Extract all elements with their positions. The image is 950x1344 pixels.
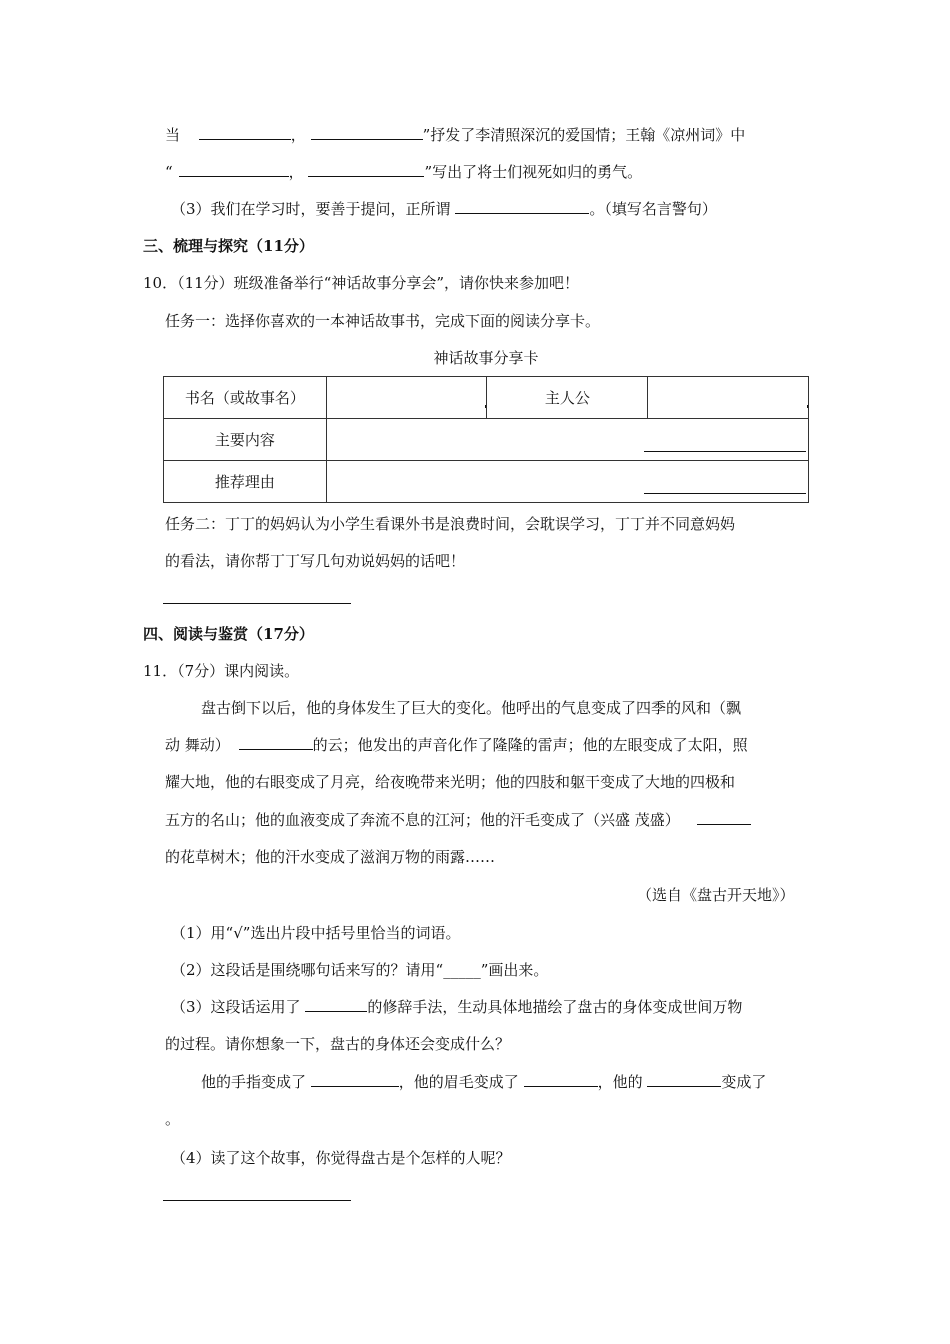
- answer-blank[interactable]: [455, 199, 589, 214]
- text: 动 舞动）: [165, 736, 230, 754]
- text: ，他的眉毛变成了: [398, 1073, 519, 1091]
- content-label: 主要内容: [164, 419, 327, 461]
- card-title: 神话故事分享卡: [433, 349, 539, 367]
- sub-question-4: （4）读了这个故事，你觉得盘古是个怎样的人呢？: [171, 1149, 511, 1167]
- reason-label: 推荐理由: [164, 461, 327, 503]
- text: 。（填写名言警句）: [589, 200, 717, 218]
- answer-blank[interactable]: [524, 1072, 598, 1087]
- reason-answer-cell[interactable]: [326, 461, 808, 503]
- task-1: 任务一：选择你喜欢的一本神话故事书，完成下面的阅读分享卡。: [165, 312, 601, 330]
- reading-share-card: [163, 376, 809, 503]
- imagine-end: 。: [165, 1110, 181, 1128]
- text: （3）我们在学习时，要善于提问，正所谓: [171, 200, 451, 218]
- sub-question-1: （1）用“√”选出片段中括号里恰当的词语。: [171, 924, 461, 942]
- answer-blank[interactable]: [305, 997, 367, 1012]
- hero-label: 主人公: [487, 377, 648, 419]
- passage-line: [165, 735, 748, 755]
- sub-question-3-line-2: 的过程。请你想象一下，盘古的身体还会变成什么？: [165, 1035, 511, 1053]
- answer-blank[interactable]: [697, 810, 751, 825]
- answer-blank[interactable]: [308, 162, 424, 177]
- answer-blank[interactable]: [179, 162, 289, 177]
- book-answer-cell[interactable]: [326, 377, 487, 419]
- passage-source: （选自《盘古开天地》）: [637, 886, 795, 904]
- task-2-line-1: 任务二：丁丁的妈妈认为小学生看课外书是浪费时间，会耽误学习，丁丁并不同意妈妈: [165, 515, 736, 533]
- passage-line: [165, 810, 751, 830]
- answer-line: [644, 493, 806, 494]
- book-label: 书名（或故事名）: [164, 377, 327, 419]
- answer-blank[interactable]: [311, 125, 423, 140]
- hero-answer-cell[interactable]: [648, 377, 809, 419]
- text: “: [165, 163, 173, 181]
- answer-blank[interactable]: [239, 735, 313, 750]
- passage-line: 耀大地，他的右眼变成了月亮，给夜晚带来光明；他的四肢和躯干变成了大地的四极和: [165, 773, 736, 791]
- cell-mark: [807, 405, 808, 408]
- text: 的云；他发出的声音化作了隆隆的雷声；他的左眼变成了太阳，照: [312, 736, 748, 754]
- text: 五方的名山；他的血液变成了奔流不息的江河；他的汗毛变成了（兴盛 茂盛）: [165, 811, 680, 829]
- text: 的修辞手法，生动具体地描绘了盘古的身体变成世间万物: [367, 998, 743, 1016]
- sub-question-2: （2）这段话是围绕哪句话来写的？请用“_____”画出来。: [171, 961, 549, 979]
- answer-blank[interactable]: [311, 1072, 399, 1087]
- text: ，: [288, 163, 304, 181]
- answer-blank[interactable]: [647, 1072, 721, 1087]
- sub-question-3: [171, 997, 742, 1017]
- answer-blank[interactable]: [199, 125, 291, 140]
- question-10: 10．（11分）班级准备举行“神话故事分享会”，请你快来参加吧！: [143, 274, 580, 292]
- text: ”写出了将士们视死如归的勇气。: [424, 163, 643, 181]
- passage-line: 的花草树木；他的汗水变成了滋润万物的雨露……: [165, 848, 496, 866]
- text: ，: [290, 126, 306, 144]
- text: 变成了: [721, 1073, 767, 1091]
- text: ”抒发了李清照深沉的爱国情；王翰《凉州词》中: [422, 126, 746, 144]
- poem-line-2: [165, 162, 642, 182]
- content-answer-cell[interactable]: [326, 419, 808, 461]
- question-3-proverb: [171, 199, 717, 219]
- imagine-sentence: [201, 1072, 766, 1092]
- passage-line: 盘古倒下以后，他的身体发生了巨大的变化。他呼出的气息变成了四季的风和（飘: [201, 699, 742, 717]
- section-heading: 四、阅读与鉴赏（17分）: [143, 625, 314, 643]
- text: （3）这段话运用了: [171, 998, 301, 1016]
- text: ，他的: [597, 1073, 643, 1091]
- text: 当: [165, 126, 181, 144]
- answer-line[interactable]: [163, 1200, 351, 1201]
- section-heading: 三、梳理与探究（11分）: [143, 237, 314, 255]
- answer-line[interactable]: [163, 603, 351, 604]
- answer-line: [644, 451, 806, 452]
- question-11: 11．（7分）课内阅读。: [143, 662, 300, 680]
- task-2-line-2: 的看法，请你帮丁丁写几句劝说妈妈的话吧！: [165, 552, 466, 570]
- poem-line-1: [165, 125, 745, 145]
- text: 他的手指变成了: [201, 1073, 307, 1091]
